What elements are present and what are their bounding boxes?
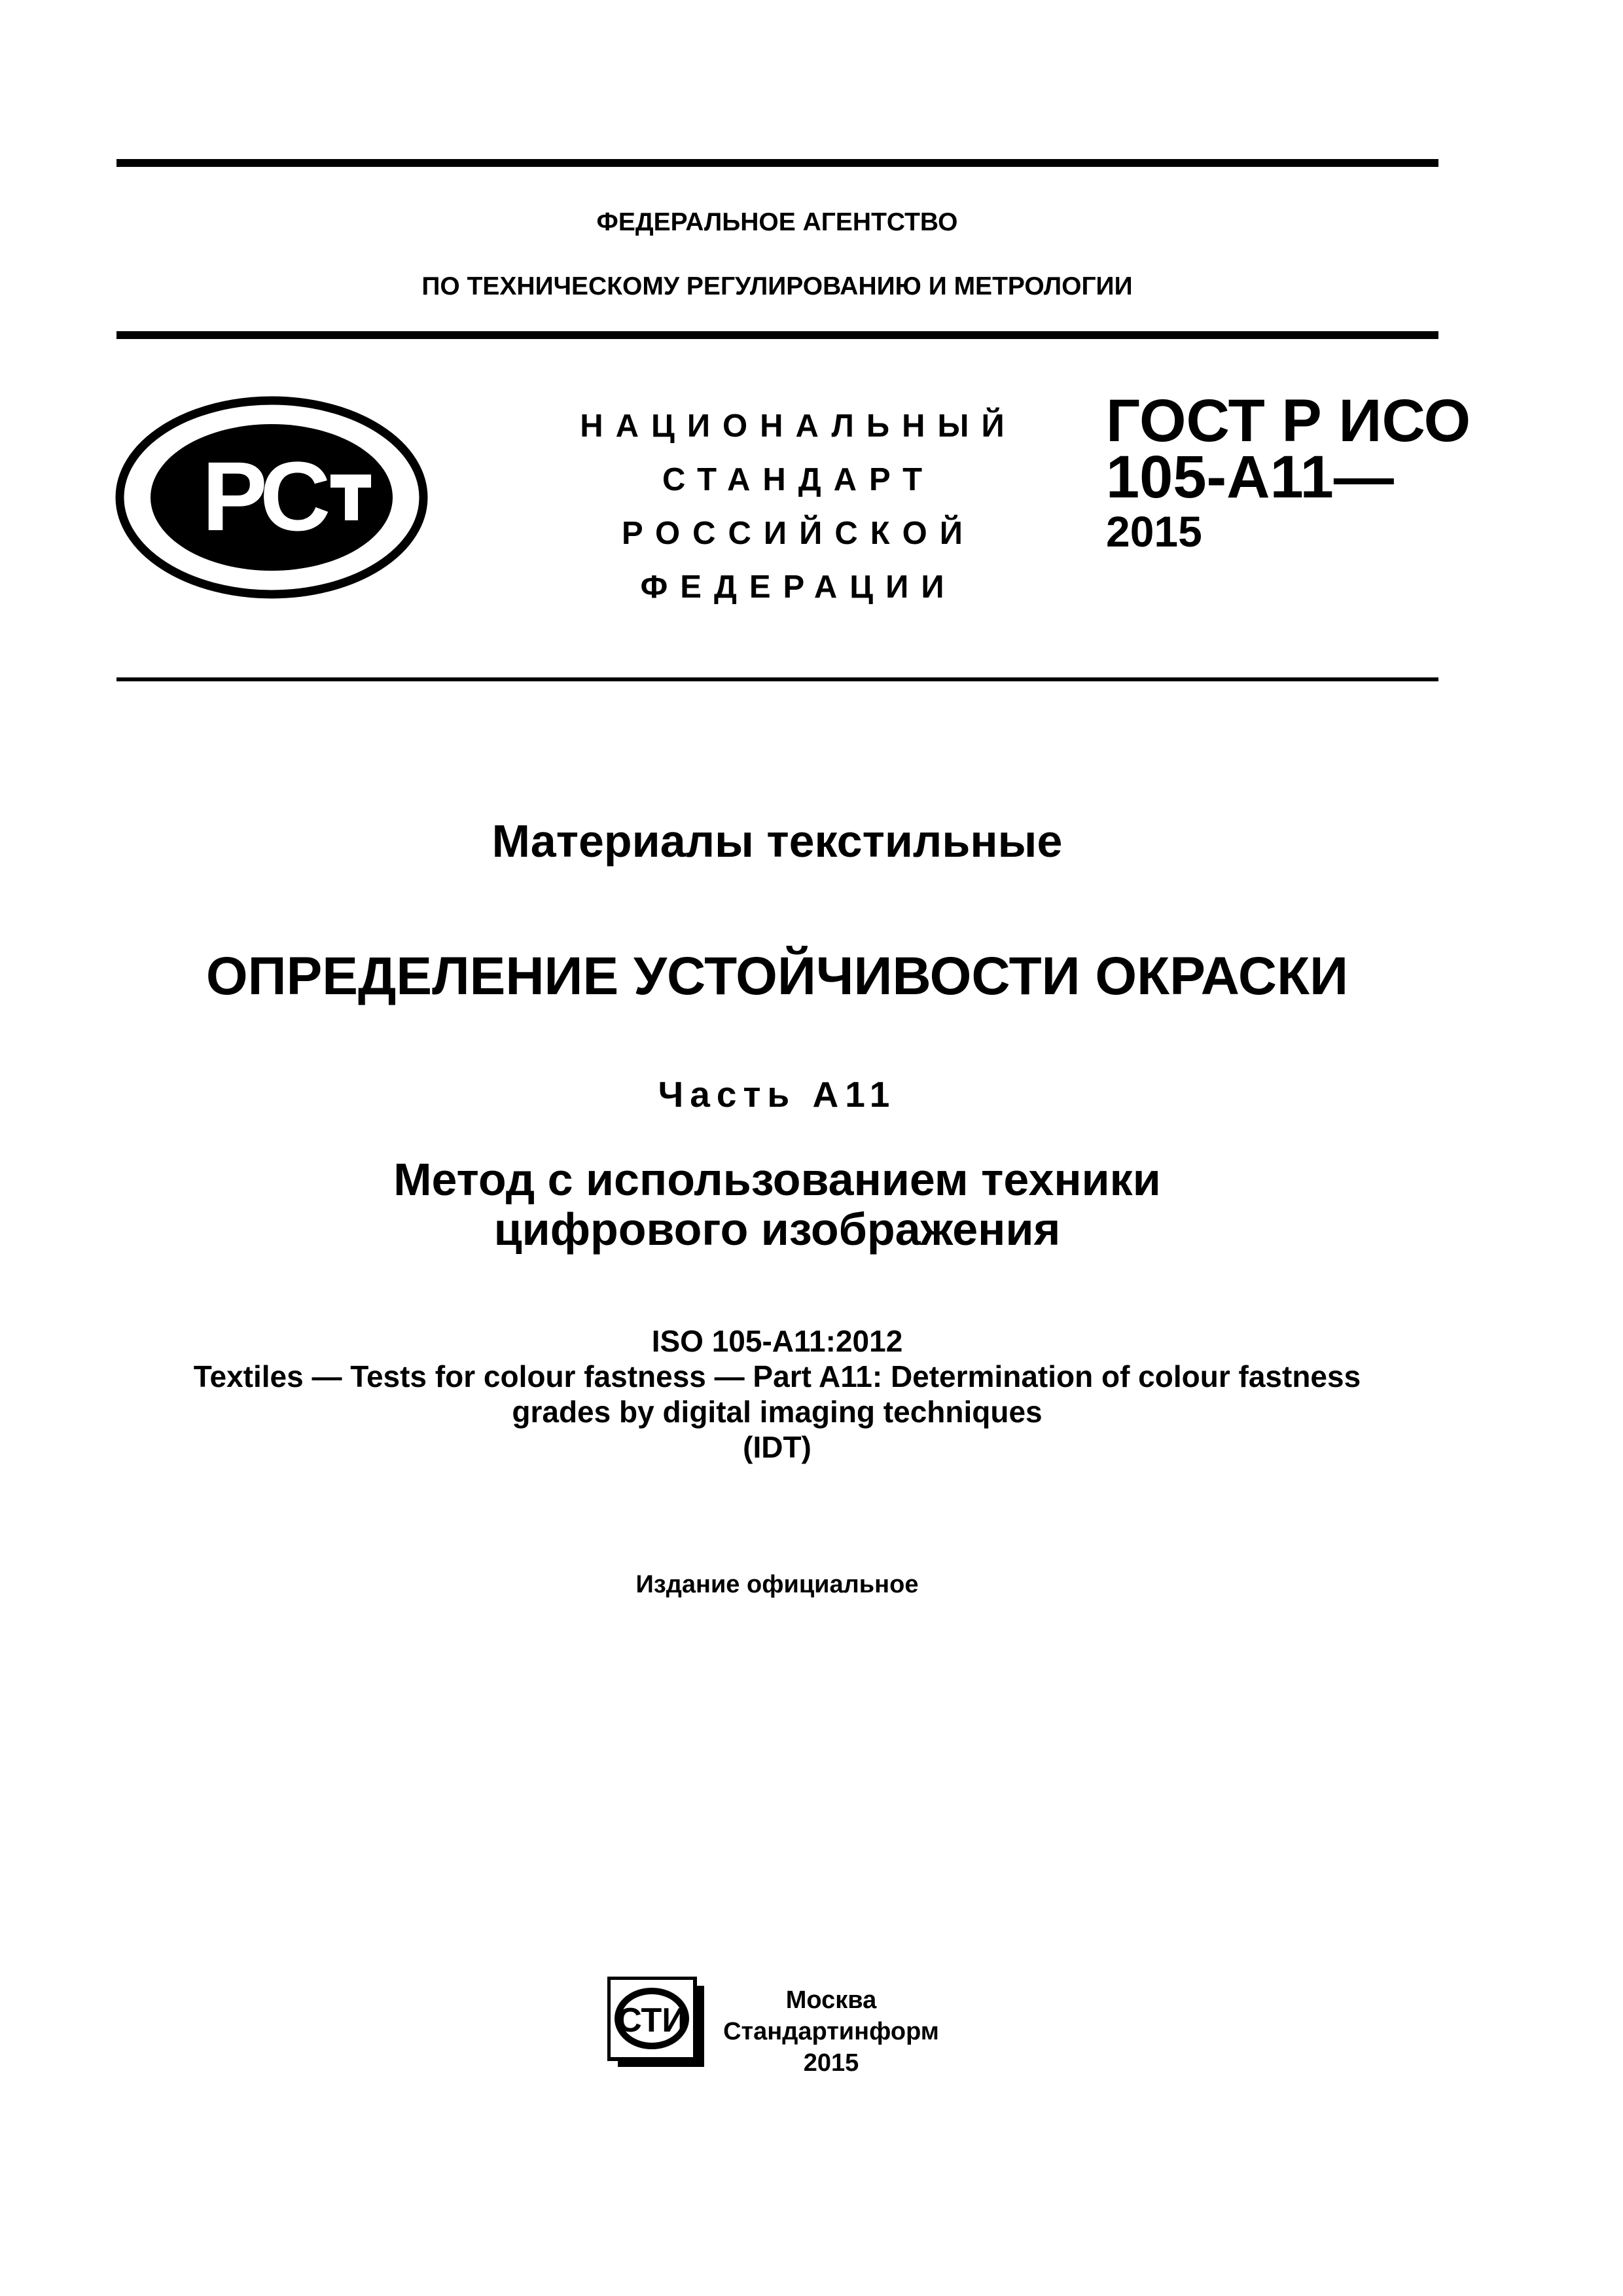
national-standard-heading — [563, 399, 1034, 614]
iso-reference: ISO 105-A11:2012 — [651, 1324, 903, 1358]
agency-line-1: ФЕДЕРАЛЬНОЕ АГЕНТСТВО — [596, 208, 958, 236]
publisher-city: Москва — [785, 1986, 877, 2014]
publisher-name: Стандартинформ — [723, 2018, 939, 2045]
edition-label: Издание официальное — [635, 1571, 919, 1598]
designation-bottom-rule — [116, 677, 1438, 681]
subtitle-line-1: Метод с использованием техники — [393, 1154, 1161, 1205]
main-title: ОПРЕДЕЛЕНИЕ УСТОЙЧИВОСТИ ОКРАСКИ — [205, 946, 1349, 1006]
agency-bottom-rule — [116, 331, 1438, 339]
designation-year: 2015 — [1106, 507, 1202, 556]
rst-logo-icon — [115, 396, 429, 599]
iso-title-line-2: grades by digital imaging techniques — [512, 1395, 1043, 1429]
agency-line-2: ПО ТЕХНИЧЕСКОМУ РЕГУЛИРОВАНИЮ И МЕТРОЛОГИИ — [421, 272, 1133, 300]
designation-line-1: ГОСТ Р ИСО — [1106, 387, 1471, 454]
designation-line-2: 105-A11— — [1106, 444, 1394, 511]
national-standard-line: РОССИЙСКОЙ — [622, 516, 975, 551]
national-standard-line: НАЦИОНАЛЬНЫЙ — [580, 408, 1017, 444]
national-standard-line: СТАНДАРТ — [662, 462, 935, 497]
svg-text:РС: РС — [202, 441, 326, 551]
svg-text:СТИ: СТИ — [617, 2001, 687, 2039]
category-title: Материалы текстильные — [491, 816, 1063, 867]
iso-idt: (IDT) — [743, 1430, 812, 1464]
publisher-year: 2015 — [803, 2049, 859, 2077]
standard-designation — [1106, 387, 1471, 558]
part-label: Часть A11 — [658, 1074, 897, 1115]
standartinform-logo-icon — [607, 1977, 705, 2068]
national-standard-line: ФЕДЕРАЦИИ — [640, 569, 957, 605]
iso-title-line-1: Textiles — Tests for colour fastness — Part A11: Determination of colour fastness — [193, 1359, 1361, 1393]
top-rule — [116, 159, 1438, 167]
subtitle-line-2: цифрового изображения — [493, 1204, 1061, 1255]
